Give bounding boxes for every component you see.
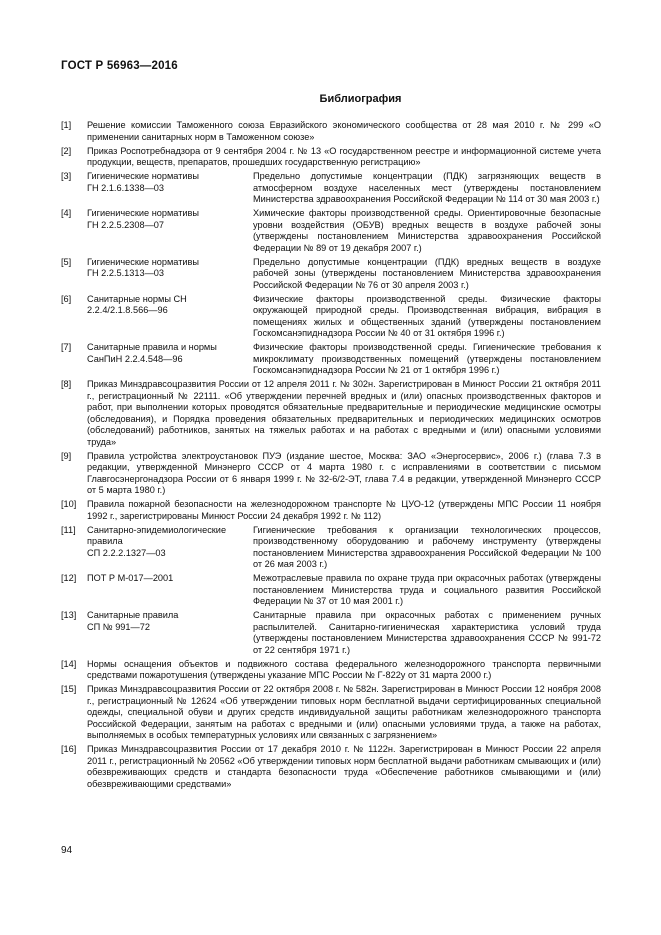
entry-description: Межотраслевые правила по охране труда при окрасочных работах (утверждены постановлением Министерства труда и социального развития Российской Федерации № 37 от 10 мая 2001 г.) [253,573,601,606]
entry-number: [13] [61,610,77,620]
entry-number: [7] [61,342,72,352]
entry-document-code [87,342,253,377]
entry-number: [1] [61,120,72,130]
entry-text: Приказ Минздравсоцразвития России от 17 декабря 2010 г. № 1122н. Зарегистрирован в Минюст России 22 апреля 2011 г., регистрационный № 20562 «Об утверждении типовых норм бесплатной выдачи работникам смывающих и (или) обезвреживающих средств и стандарта безопасности труда «Обеспечение работников смывающими и (или) обезвреживающими средствами» [87,744,601,789]
entry-text: Правила пожарной безопасности на железнодорожном транспорте № ЦУО-12 (утверждены МПС России 11 ноября 1992 г., зарегистрированы Минюст России 24 декабря 1992 г. № 112) [87,499,601,521]
entry-number: [8] [61,379,72,389]
entry-document-type: Гигиенические нормативы [87,256,200,267]
bibliography-entry [61,208,601,254]
entry-document-type: Санитарные правила [87,610,179,620]
bibliography-entry [61,257,601,292]
entry-document-code [87,610,253,656]
bibliography-entry [61,573,601,608]
entry-number: [16] [61,744,77,754]
section-title [0,93,661,105]
entry-document-number: 2.2.4/2.1.8.566—96 [87,305,168,315]
bibliography-entry [61,171,601,206]
entry-document-number: ГН 2.1.6.1338—03 [87,182,164,193]
entry-number: [12] [61,573,77,583]
entry-number: [3] [61,171,72,181]
bibliography-entry [61,499,601,522]
bibliography-entry [61,342,601,377]
entry-document-code [87,525,253,571]
entry-document-number: СП № 991—72 [87,621,150,632]
entry-document-code [87,257,253,292]
bibliography-entry [61,684,601,742]
entry-text: Правила устройства электроустановок ПУЭ (издание шестое, Москва: ЗАО «Энергосервис», 2006 г.) (глава 7.3 в редакции, утвержденной Минэнерго СССР от 4 марта 1980 г. с исправлениями в соответствии с письмом Главгосэнергонадзора России от 6 января 1999 г. № 32-6/2-ЭТ, глава 7.4 в редакции, утвержденной Минэнерго СССР от 5 марта 1980 г.) [87,450,601,495]
bibliography-entry [61,659,601,682]
entry-document-code [87,573,253,608]
entry-description: Химические факторы производственной среды. Ориентировочные безопасные уровни воздействия (ОБУВ) вредных веществ в воздухе рабочей зоны (утверждены постановлением Министерства здравоохранения Российской Федерации № 89 от 19 декабря 2007 г.) [253,208,601,253]
entry-text: Нормы оснащения объектов и подвижного состава федерального железнодорожного транспорта первичными средствами пожаротушения (утверждены указание МПС России № Г-822у от 31 марта 2000 г.) [87,658,601,680]
entry-number: [10] [61,499,77,509]
entry-document-code [87,208,253,254]
entry-document-number: СанПиН 2.2.4.548—96 [87,353,183,364]
entry-number: [4] [61,208,72,218]
entry-document-code [87,171,253,206]
entry-number: [2] [61,145,72,156]
entry-description: Предельно допустимые концентрации (ПДК) загрязняющих веществ в атмосферном воздухе населенных мест (утверждены постановлением Министерства здравоохранения Российской Федерации № 114 от 30 мая 2003 г.) [253,171,601,204]
entry-text: Приказ Минздравсоцразвития России от 22 октября 2008 г. № 582н. Зарегистрирован в Минюст России 12 ноября 2008 г., регистрационный № 12624 «Об утверждении типовых норм бесплатной выдачи сертифицированных специальной одежды, специальной обуви и других средств индивидуальной защиты работникам железнодорожного транспорта Российской Федерации, занятым на работах с вредными и (или) опасными условиями труда, а также на работах, выполняемых в особых температурных условиях или связанных с загрязнением» [87,684,601,740]
document-code: ГОСТ Р 56963—2016 [61,60,178,72]
entry-description: Гигиенические требования к организации технологических процессов, производственному оборудованию и рабочему инструменту (утверждены постановлением Министерства здравоохранения Российской Федерации № 100 от 26 мая 2003 г.) [253,524,601,569]
entry-description: Физические факторы производственной среды. Гигиенические требования к микроклимату производственных помещений (утверждены постановлением Госкомсанэпиднадзора России № 21 от 1 октября 1996 г.) [253,342,601,375]
bibliography-entry [61,525,601,571]
entry-text: Решение комиссии Таможенного союза Евразийского экономического сообщества от 28 мая 2010 г. № 299 «О применении санитарных норм в Таможенном союзе» [87,120,601,142]
entry-document-type: Гигиенические нормативы [87,171,200,181]
entry-document-type: Санитарные правила и нормы [87,342,217,352]
bibliography-entry [61,379,601,448]
entry-document-type: Санитарно-эпидемиологические правила [87,524,227,546]
bibliography-entry [61,451,601,497]
bibliography-entry [61,294,601,340]
page-number: 94 [61,845,73,856]
entry-number: [6] [61,293,72,304]
entry-number: [9] [61,450,72,461]
bibliography-entry [61,610,601,656]
bibliography-list [61,120,601,793]
entry-document-type: Санитарные нормы СН [87,293,187,304]
entry-document-type: Гигиенические нормативы [87,208,200,218]
entry-description: Предельно допустимые концентрации (ПДК) вредных веществ в воздухе рабочей зоны (утверждены постановлением Министерства здравоохранения Российской Федерации № 76 от 30 апреля 2003 г.) [253,256,601,290]
bibliography-entry [61,744,601,790]
entry-number: [15] [61,684,77,694]
entry-document-number: ГН 2.2.5.2308—07 [87,219,164,230]
bibliography-entry [61,120,601,143]
entry-description: Санитарные правила при окрасочных работах с применением ручных распылителей. Санитарно-гигиеническая характеристика условий труда (утверждены постановлением Министерства здравоохранения СССР № 991-72 от 22 сентября 1971 г.) [253,610,601,655]
entry-text: Приказ Роспотребнадзора от 9 сентября 2004 г. № 13 «О государственном реестре и информационной системе учета продукции, веществ, препаратов, прошедших государственную регистрацию» [87,145,601,167]
section-title-text: Библиография [319,93,402,105]
entry-number: [14] [61,658,77,669]
entry-text: Приказ Минздравсоцразвития России от 12 апреля 2011 г. № 302н. Зарегистрирован в Минюст России 21 октября 2011 г., регистрационный № 22111. «Об утверждении перечней вредных и (или) опасных производственных факторов и работ, при выполнении которых проводятся обязательные предварительные и периодические медицинские осмотры (обследования), и Порядка проведения обязательных предварительных и периодических медицинских осмотров (обследований) работников, занятых на тяжелых работах и на работах с вредными и (или) опасными условиями труда» [87,379,601,447]
entry-document-type: ПОТ Р М-017—2001 [87,573,174,583]
entry-description: Физические факторы производственной среды. Физические факторы окружающей природной среды. Производственная вибрация, вибрация в помещениях жилых и общественных зданий (утверждены постановлением Госкомсанэпиднадзора России № 40 от 31 октября 1996 г.) [253,293,601,338]
entry-number: [5] [61,256,72,267]
bibliography-entry [61,146,601,169]
entry-document-number: ГН 2.2.5.1313—03 [87,268,164,278]
entry-number: [11] [61,524,76,535]
entry-document-number: СП 2.2.2.1327—03 [87,547,166,558]
entry-document-code [87,294,253,340]
